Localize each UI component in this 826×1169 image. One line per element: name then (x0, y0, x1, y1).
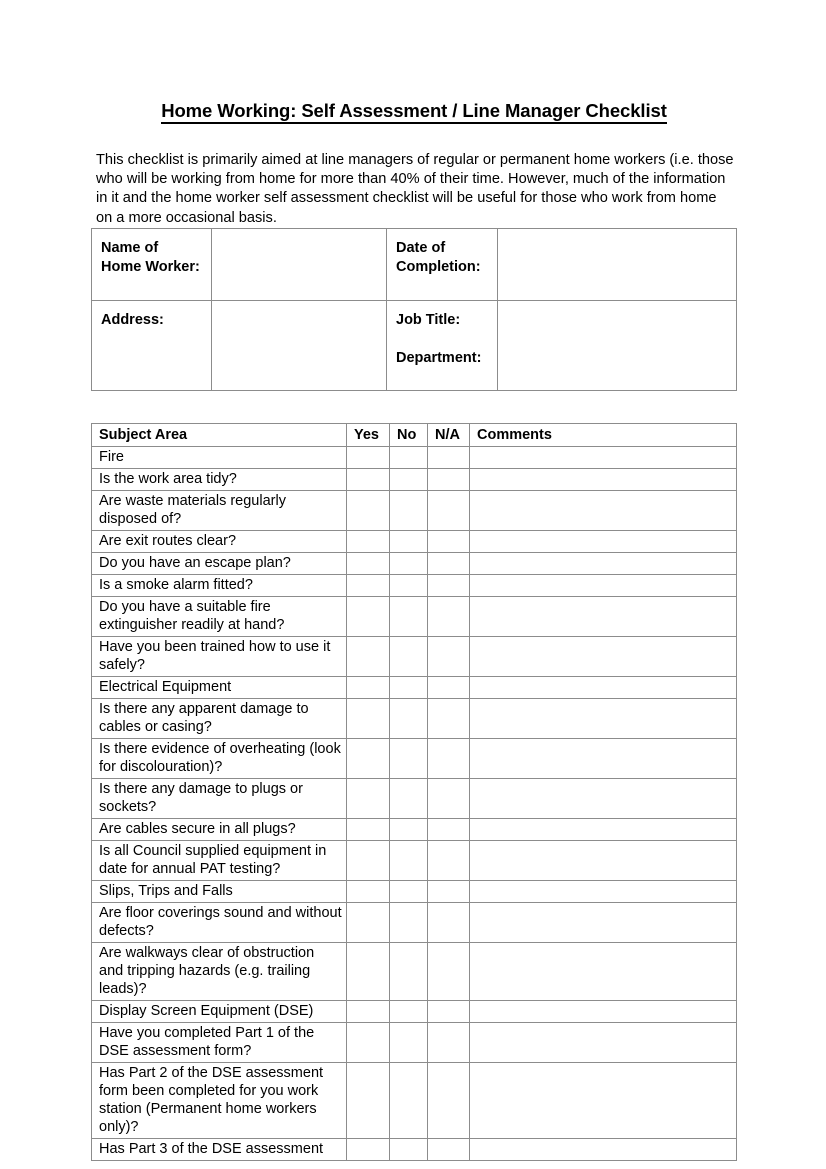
section-heading-cell: Slips, Trips and Falls (92, 881, 347, 903)
table-row (92, 447, 737, 469)
column-header-yes: Yes (347, 424, 390, 447)
table-row (92, 881, 737, 903)
checkbox-cell-yes[interactable] (347, 819, 390, 841)
checkbox-cell-no[interactable] (390, 469, 428, 491)
label-job-title-department (387, 301, 498, 391)
label-date-of-completion-line1: Date of (396, 240, 446, 256)
label-name-of-home-worker (92, 229, 212, 301)
checkbox-cell-na[interactable] (428, 597, 470, 637)
checkbox-cell-no[interactable] (390, 597, 428, 637)
comments-cell[interactable] (470, 1023, 737, 1063)
checkbox-cell-yes[interactable] (347, 1023, 390, 1063)
checkbox-cell-yes[interactable] (347, 575, 390, 597)
question-cell: Have you completed Part 1 of the DSE assessment form? (92, 1023, 347, 1063)
table-row (92, 779, 737, 819)
label-address-text: Address (101, 312, 160, 328)
checkbox-cell-no[interactable] (390, 491, 428, 531)
comments-cell[interactable] (470, 531, 737, 553)
table-row (92, 491, 737, 531)
checkbox-cell-no[interactable] (390, 1023, 428, 1063)
comments-cell[interactable] (470, 637, 737, 677)
checkbox-cell-yes[interactable] (347, 531, 390, 553)
question-cell: Are floor coverings sound and without defects? (92, 903, 347, 943)
intro-paragraph: This checklist is primarily aimed at line managers of regular or permanent home workers (i.e. those who will be working from home for more than 40% of their time. However, much of the information in it and the home worker self assessment checklist will be useful for those who work from home on a more occasional basis. (96, 151, 734, 226)
colon-1: : (195, 258, 200, 275)
checklist-header-row (92, 424, 737, 447)
label-department: Department (396, 349, 477, 366)
checkbox-cell-no[interactable] (390, 575, 428, 597)
question-cell: Is a smoke alarm fitted? (92, 575, 347, 597)
checkbox-cell-no[interactable] (390, 779, 428, 819)
checkbox-cell-na[interactable] (428, 943, 470, 1001)
section-heading-cell: Display Screen Equipment (DSE) (92, 1001, 347, 1023)
table-row (92, 677, 737, 699)
comments-cell[interactable] (470, 841, 737, 881)
checkbox-cell-yes[interactable] (347, 491, 390, 531)
comments-cell[interactable] (470, 491, 737, 531)
comments-cell[interactable] (470, 903, 737, 943)
checkbox-cell-yes[interactable] (347, 469, 390, 491)
checkbox-cell-no[interactable] (390, 903, 428, 943)
table-row (92, 575, 737, 597)
checkbox-cell-na[interactable] (428, 841, 470, 881)
checkbox-cell-yes[interactable] (347, 699, 390, 739)
table-row (92, 739, 737, 779)
comments-cell[interactable] (470, 1139, 737, 1161)
checkbox-cell-yes[interactable] (347, 779, 390, 819)
comments-cell[interactable] (470, 553, 737, 575)
comments-cell[interactable] (470, 819, 737, 841)
checkbox-cell-na[interactable] (428, 739, 470, 779)
question-cell: Has Part 3 of the DSE assessment (92, 1139, 347, 1161)
checkbox-cell-yes[interactable] (347, 637, 390, 677)
table-row (92, 1063, 737, 1139)
checklist-body (92, 447, 737, 1161)
question-cell: Do you have a suitable fire extinguisher readily at hand? (92, 597, 347, 637)
field-job-title-department[interactable] (498, 301, 737, 391)
table-row (92, 637, 737, 677)
table-row (92, 553, 737, 575)
checkbox-cell-no[interactable] (390, 841, 428, 881)
section-heading-cell: Fire (92, 447, 347, 469)
checkbox-cell-na[interactable] (428, 491, 470, 531)
checkbox-cell-na[interactable] (428, 531, 470, 553)
checkbox-cell-na[interactable] (428, 903, 470, 943)
table-row (92, 597, 737, 637)
comments-cell (470, 677, 737, 699)
checkbox-cell-na[interactable] (428, 575, 470, 597)
question-cell: Are exit routes clear? (92, 531, 347, 553)
checkbox-cell-yes[interactable] (347, 597, 390, 637)
details-row-address (92, 301, 737, 391)
table-row (92, 1139, 737, 1161)
checkbox-cell-na (428, 1001, 470, 1023)
spacer (396, 330, 489, 349)
question-cell: Have you been trained how to use it safely? (92, 637, 347, 677)
question-cell: Are cables secure in all plugs? (92, 819, 347, 841)
label-date-of-completion-line2: Completion (396, 258, 476, 275)
checkbox-cell-no[interactable] (390, 1139, 428, 1161)
checkbox-cell-yes (347, 1001, 390, 1023)
colon-3: : (159, 312, 164, 328)
checkbox-cell-no (390, 447, 428, 469)
checkbox-cell-na[interactable] (428, 699, 470, 739)
comments-cell (470, 1001, 737, 1023)
colon-4: : (455, 312, 461, 328)
checkbox-cell-na[interactable] (428, 1139, 470, 1161)
field-name-of-home-worker[interactable] (212, 229, 387, 301)
comments-cell[interactable] (470, 575, 737, 597)
table-row (92, 1001, 737, 1023)
checkbox-cell-na[interactable] (428, 779, 470, 819)
comments-cell[interactable] (470, 597, 737, 637)
label-name-of-home-worker-line1: Name of (101, 240, 159, 256)
page-title-text: Home Working: Self Assessment / Line Manager Checklist (161, 100, 667, 124)
checkbox-cell-yes[interactable] (347, 1063, 390, 1139)
field-address[interactable] (212, 301, 387, 391)
checkbox-cell-na[interactable] (428, 819, 470, 841)
checkbox-cell-na (428, 677, 470, 699)
checkbox-cell-no[interactable] (390, 1063, 428, 1139)
checkbox-cell-yes[interactable] (347, 943, 390, 1001)
checkbox-cell-no[interactable] (390, 699, 428, 739)
comments-cell[interactable] (470, 779, 737, 819)
table-row (92, 943, 737, 1001)
checkbox-cell-na[interactable] (428, 469, 470, 491)
comments-cell (470, 881, 737, 903)
table-row (92, 819, 737, 841)
table-row (92, 1023, 737, 1063)
checklist-table (91, 423, 737, 1161)
checkbox-cell-na[interactable] (428, 1063, 470, 1139)
checkbox-cell-na[interactable] (428, 637, 470, 677)
checkbox-cell-yes[interactable] (347, 841, 390, 881)
details-row-name (92, 229, 737, 301)
question-cell: Has Part 2 of the DSE assessment form been completed for you work station (Permanent home workers only)? (92, 1063, 347, 1139)
question-cell: Is the work area tidy? (92, 469, 347, 491)
column-header-comments: Comments (470, 424, 737, 447)
page-title (91, 99, 737, 122)
table-row (92, 903, 737, 943)
colon-2: : (475, 258, 481, 275)
checkbox-cell-yes (347, 677, 390, 699)
question-cell: Is there any apparent damage to cables or casing? (92, 699, 347, 739)
comments-cell (470, 447, 737, 469)
checkbox-cell-no[interactable] (390, 531, 428, 553)
column-header-subject-area: Subject Area (92, 424, 347, 447)
question-cell: Are walkways clear of obstruction and tripping hazards (e.g. trailing leads)? (92, 943, 347, 1001)
table-row (92, 699, 737, 739)
question-cell: Do you have an escape plan? (92, 553, 347, 575)
worker-details-table (91, 228, 737, 391)
checkbox-cell-na (428, 881, 470, 903)
label-job-title: Job Title (396, 312, 456, 328)
question-cell: Is all Council supplied equipment in date for annual PAT testing? (92, 841, 347, 881)
checkbox-cell-no[interactable] (390, 553, 428, 575)
checkbox-cell-yes (347, 447, 390, 469)
checkbox-cell-yes[interactable] (347, 903, 390, 943)
checkbox-cell-yes[interactable] (347, 553, 390, 575)
comments-cell[interactable] (470, 943, 737, 1001)
checkbox-cell-yes (347, 881, 390, 903)
column-header-na: N/A (428, 424, 470, 447)
field-date-of-completion[interactable] (498, 229, 737, 301)
checkbox-cell-na (428, 447, 470, 469)
checkbox-cell-no[interactable] (390, 637, 428, 677)
table-row (92, 531, 737, 553)
label-name-of-home-worker-line2: Home Worker (101, 258, 196, 275)
checkbox-cell-no[interactable] (390, 943, 428, 1001)
question-cell: Is there any damage to plugs or sockets? (92, 779, 347, 819)
checkbox-cell-na[interactable] (428, 1023, 470, 1063)
comments-cell[interactable] (470, 469, 737, 491)
question-cell: Is there evidence of overheating (look for discolouration)? (92, 739, 347, 779)
checkbox-cell-no (390, 1001, 428, 1023)
colon-5: : (476, 349, 482, 366)
section-heading-cell: Electrical Equipment (92, 677, 347, 699)
question-cell: Are waste materials regularly disposed of? (92, 491, 347, 531)
checkbox-cell-no[interactable] (390, 819, 428, 841)
comments-cell[interactable] (470, 1063, 737, 1139)
column-header-no: No (390, 424, 428, 447)
checkbox-cell-no[interactable] (390, 739, 428, 779)
checkbox-cell-no (390, 677, 428, 699)
label-date-of-completion (387, 229, 498, 301)
label-address (92, 301, 212, 391)
checkbox-cell-yes[interactable] (347, 1139, 390, 1161)
comments-cell[interactable] (470, 739, 737, 779)
table-row (92, 469, 737, 491)
table-row (92, 841, 737, 881)
checkbox-cell-yes[interactable] (347, 739, 390, 779)
checkbox-cell-no (390, 881, 428, 903)
comments-cell[interactable] (470, 699, 737, 739)
checkbox-cell-na[interactable] (428, 553, 470, 575)
